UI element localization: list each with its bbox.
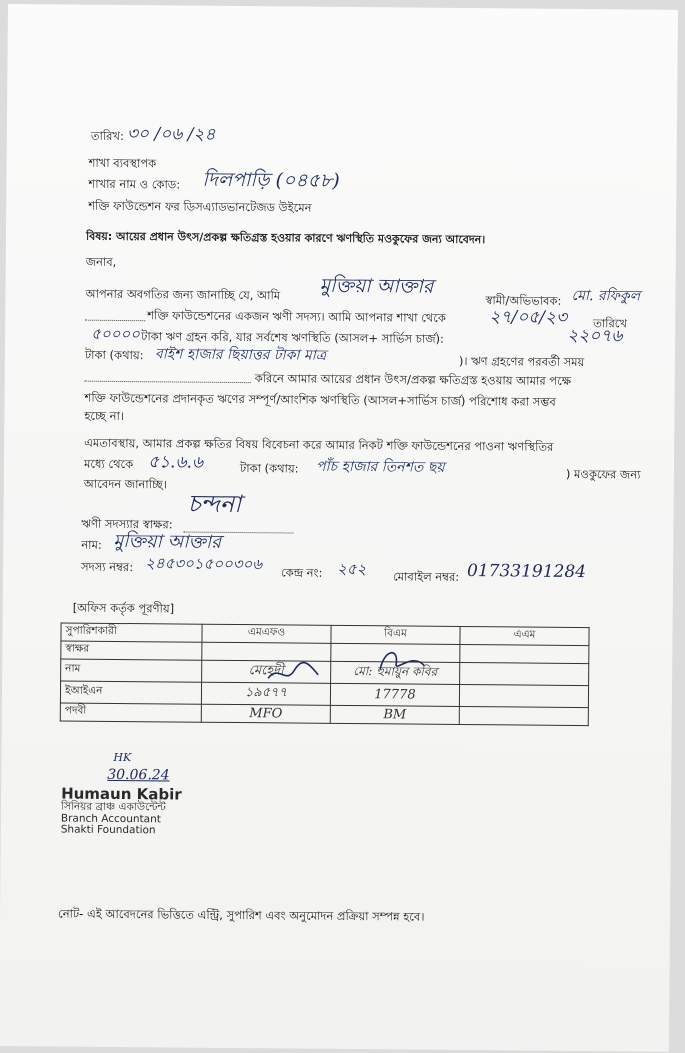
para1-line2b: তারিখে bbox=[593, 316, 628, 331]
center-no-handwritten: ২৫২ bbox=[337, 559, 367, 579]
para1-line3: টাকা ঋণ গ্রহন করি, যার সর্বশেষ ঋণস্থিতি (আসল+ সার্ভিস চার্জ): bbox=[141, 329, 444, 346]
para1-line6: শক্তি ফাউন্ডেশনের প্রদানকৃত ঋণের সম্পূর্ণ/আংশিক ঋণস্থিতি (আসল+সার্ভিস চার্জ) পরিশোধ করা সম্ভব bbox=[84, 390, 556, 409]
guardian-handwritten: মো. রফিকুল bbox=[571, 287, 641, 305]
para2-line2c: ) মওকুফের জন্য bbox=[565, 466, 641, 482]
waive-amount-handwritten: ৫১.৬.৬ bbox=[147, 452, 204, 473]
balance-words-handwritten: বাইশ হাজার ছিয়াত্তর টাকা মাত্র bbox=[154, 346, 327, 364]
table-cell: ১৯৫৭৭ bbox=[201, 682, 330, 705]
para2-line3: আবেদন জানাচ্ছি। bbox=[83, 476, 167, 492]
para1-line4b: )। ঋণ গ্রহণের পরবর্তী সময় bbox=[458, 353, 585, 370]
loan-date-handwritten: ২৭/০৫/২৩ bbox=[489, 307, 568, 328]
table-cell: পদবী bbox=[60, 703, 201, 722]
stamp-org: Shakti Foundation bbox=[60, 823, 156, 837]
hk-date: 30.06.24 bbox=[107, 766, 170, 784]
table-cell: নাম bbox=[61, 659, 202, 682]
table-cell: BM bbox=[330, 705, 459, 724]
table-cell bbox=[460, 644, 589, 663]
table-cell: এএম bbox=[460, 626, 589, 645]
stamp-title: Branch Accountant bbox=[60, 812, 161, 825]
table-cell: এমএফও bbox=[202, 624, 331, 643]
name-label: নাম: bbox=[81, 537, 102, 552]
office-section-title: [অফিস কর্তৃক পূরণীয়] bbox=[72, 600, 175, 616]
para2-line2a: মধ্যে থেকে bbox=[83, 456, 134, 472]
addressee: শাখা ব্যবস্থাপক bbox=[88, 155, 157, 171]
application-form-page bbox=[0, 4, 678, 1052]
para1-line5: করিনে আমার আয়ের প্রধান উৎস/প্রকল্প ক্ষতিগ্রস্ত হওয়ায় আমার পক্ষে bbox=[254, 371, 572, 388]
date-handwritten: ৩০ /০৬ /২৪ bbox=[126, 124, 216, 145]
mfo-signature-scribble bbox=[264, 658, 324, 685]
branch-handwritten: দিলপাড়ি (০৪৫৮) bbox=[202, 168, 340, 192]
branch-label: শাখার নাম ও কোড: bbox=[88, 176, 181, 192]
date-label: তারিখ: bbox=[90, 128, 124, 144]
footer-note: নোট- এই আবেদনের ভিত্তিতে এন্ট্রি, সুপারিশ এবং অনুমোদন প্রক্রিয়া সম্পন্ন হবে। bbox=[58, 906, 425, 924]
dotted-blank bbox=[85, 320, 145, 322]
stamp-name: Humaun Kabir bbox=[61, 784, 182, 804]
waive-words-handwritten: পাঁচ হাজার তিনশত ছয় bbox=[315, 458, 445, 476]
table-cell: মেহেদী bbox=[202, 660, 331, 683]
balance-handwritten: ২২০৭৬ bbox=[567, 325, 623, 347]
para1-line4a: টাকা (কথায়: bbox=[84, 347, 144, 363]
organization-name: শক্তি ফাউন্ডেশন ফর ডিসএ্যাডভানটেজড উইমেন bbox=[88, 198, 312, 215]
member-no-handwritten: ২৪৫৩০১৫০০৩০৬ bbox=[145, 554, 263, 574]
table-cell: স্বাক্ষর bbox=[61, 641, 202, 660]
subject-line: বিষয়: আয়ের প্রধান উৎস/প্রকল্প ক্ষতিগ্রস্ত হওয়ার কারণে ঋণস্থিতি মওকুফের জন্য আবেদন। bbox=[85, 229, 486, 247]
table-cell: সুপারিশকারী bbox=[61, 623, 202, 642]
para2-line2b: টাকা (কথায়: bbox=[239, 461, 299, 476]
accountant-stamp bbox=[61, 786, 182, 837]
table-cell bbox=[460, 662, 589, 685]
mobile-handwritten: 01733191284 bbox=[466, 561, 587, 583]
member-signature: চন্দনা bbox=[187, 489, 242, 519]
stamp-bangla-title: সিনিয়র ব্রাঞ্চ একাউন্টেন্ট bbox=[60, 800, 166, 814]
para2-line1: এমতাবস্থায়, আমার প্রকল্প ক্ষতির বিষয় বিবেচনা করে আমার নিকট শক্তি ফাউন্ডেশনের পাওনা ঋণস্থিতির bbox=[84, 435, 554, 454]
recommendation-table bbox=[60, 622, 590, 726]
table-cell bbox=[459, 684, 588, 707]
table-cell bbox=[459, 706, 588, 725]
para1-line1a: আপনার অবগতির জন্য জানাচ্ছি যে, আমি bbox=[85, 286, 281, 303]
salutation: জনাব, bbox=[85, 254, 117, 269]
table-cell: ইআইএন bbox=[60, 681, 201, 704]
table-cell: মো: হুমায়ুন কবির bbox=[331, 661, 460, 684]
member-no-label: সদস্য নম্বর: bbox=[81, 559, 134, 575]
member-signature-label: ঋণী সদস্যার স্বাক্ষর: bbox=[81, 516, 173, 532]
name-handwritten: মুক্তিয়া আক্তার bbox=[113, 530, 222, 553]
table-row bbox=[60, 703, 588, 726]
para1-line2a: শক্তি ফাউন্ডেশনের একজন ঋণী সদস্য। আমি আপনার শাখা থেকে bbox=[147, 308, 446, 325]
table-cell: MFO bbox=[201, 704, 330, 723]
para1-line7: হচ্ছে না। bbox=[84, 408, 125, 424]
hk-initials: HK bbox=[113, 750, 132, 765]
para1-line1b: স্বামী/অভিভাবক: bbox=[485, 293, 562, 308]
bm-signature-scribble bbox=[374, 643, 430, 677]
center-no-label: কেন্দ্র নং: bbox=[280, 565, 323, 580]
applicant-name-handwritten: মুক্তিয়া আক্তার bbox=[319, 274, 434, 298]
dotted-blank-2 bbox=[85, 381, 251, 383]
loan-amount-handwritten: ৫০০০০ bbox=[91, 324, 140, 344]
table-cell: 17778 bbox=[330, 683, 459, 706]
mobile-label: মোবাইল নম্বর: bbox=[392, 569, 460, 584]
table-cell: বিএম bbox=[331, 625, 460, 644]
